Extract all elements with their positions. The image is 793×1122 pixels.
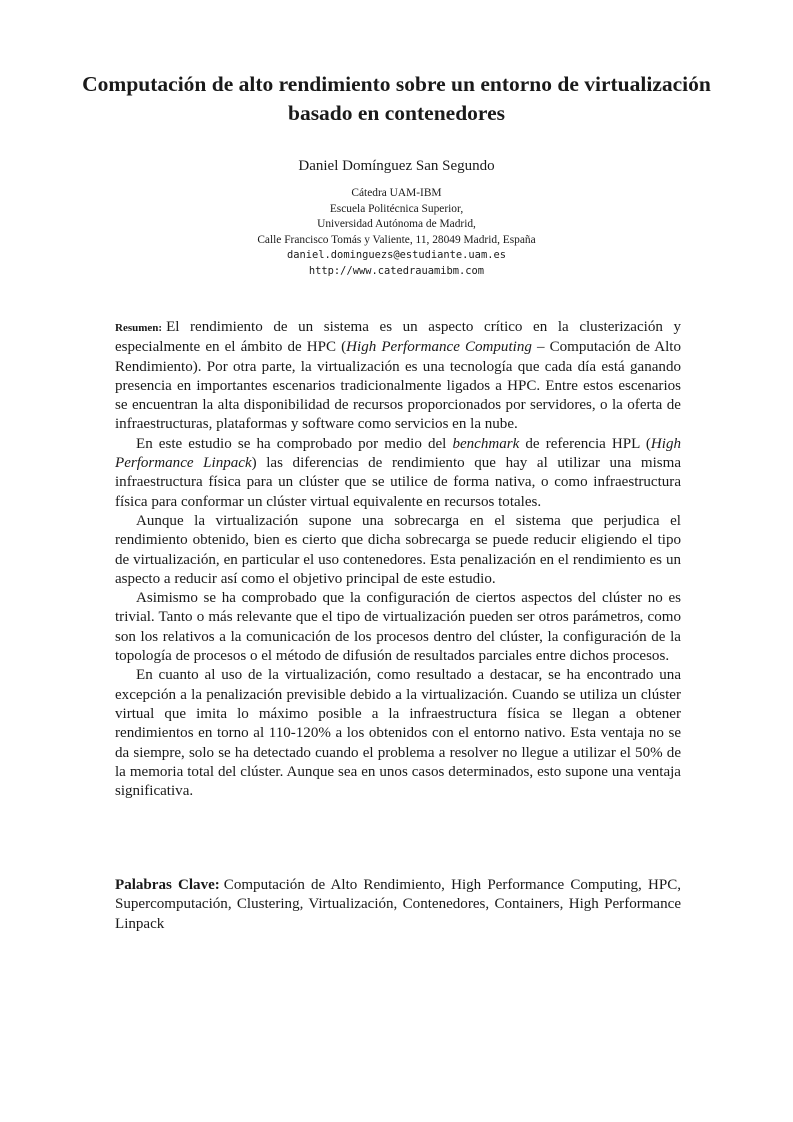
keywords <box>115 876 681 934</box>
affiliation-url: http://www.catedrauamibm.com <box>308 264 485 277</box>
abstract-paragraph-5: En cuanto al uso de la virtualización, como resultado a destacar, se ha encontrado una excepción a la penalización previsible debido a la virtualización. Cuando se utiliza un clúster virtual que imita lo máximo posible a la infraestructura física se llegan a obtener rendimientos en torno al 110-120% a los obtenidos con el entorno nativo. Esta ventaja no se da siempre, solo se ha detectado cuando el problema a resolver no llegue a utilizar el 50% de la memoria total del clúster. Aunque sea en unos casos determinados, esto supone una ventaja significativa. <box>115 667 681 800</box>
paper-title: Computación de alto rendimiento sobre un entorno de virtualización basado en contenedores <box>82 72 711 125</box>
keywords-label: Palabras Clave: <box>115 877 220 893</box>
author-name: Daniel Domínguez San Segundo <box>298 158 495 174</box>
abstract-paragraph-1: Resumen: El rendimiento de un sistema es un aspecto crítico en la clusterización y especialmente en el ámbito de HPC (High Performance Computing – Computación de Alto Rendimiento). Por otra parte, la virtualización es una tecnología que cada día está ganando presencia en importantes escenarios tradicionalmente ligados a HPC. Entre estos escenarios se encuentran la alta disponibilidad de recursos proporcionados por servidores, o la oferta de infraestructuras, plataformas y software como servicios en la nube. <box>115 319 681 433</box>
abstract-paragraph-2: En este estudio se ha comprobado por medio del benchmark de referencia HPL (High Performance Linpack) las diferencias de rendimiento que hay al utilizar una misma infraestructura física para un clúster que se utilice de forma nativa, o como infraestructura física para conformar un clúster virtual equivalente en recursos totales. <box>115 435 682 510</box>
abstract-paragraph-4: Asimismo se ha comprobado que la configuración de ciertos aspectos del clúster no es trivial. Tanto o más relevante que el tipo de virtualización pueden ser otros parámetros, como son los relativos a la comunicación de los procesos dentro del clúster, la configuración de la topología de procesos o el método de difusión de resultados parciales entre dichos procesos. <box>115 590 681 665</box>
affiliation-university: Universidad Autónoma de Madrid, <box>317 218 476 230</box>
affiliation-school: Escuela Politécnica Superior, <box>329 202 464 215</box>
abstract-label: Resumen: <box>115 322 163 334</box>
abstract-paragraph-3: Aunque la virtualización supone una sobrecarga en el sistema que perjudica el rendimiento obtenido, bien es cierto que dicha sobrecarga se puede reducir eligiendo el tipo de virtualización, en particular el uso contenedores. Esta penalización en el rendimiento es un aspecto a reducir así como el objetivo principal de este estudio. <box>115 512 681 587</box>
author-email: daniel.dominguezs@estudiante.uam.es <box>287 249 506 261</box>
abstract <box>115 318 681 801</box>
affiliation-chair: Cátedra UAM-IBM <box>351 187 442 199</box>
keywords-text: Computación de Alto Rendimiento, High Performance Computing, HPC, Supercomputación, Clustering, Virtualización, Contenedores, Containers, High Performance Linpack <box>115 877 681 932</box>
affiliation-block <box>60 186 733 279</box>
affiliation-address: Calle Francisco Tomás y Valiente, 11, 28049 Madrid, España <box>257 233 536 246</box>
